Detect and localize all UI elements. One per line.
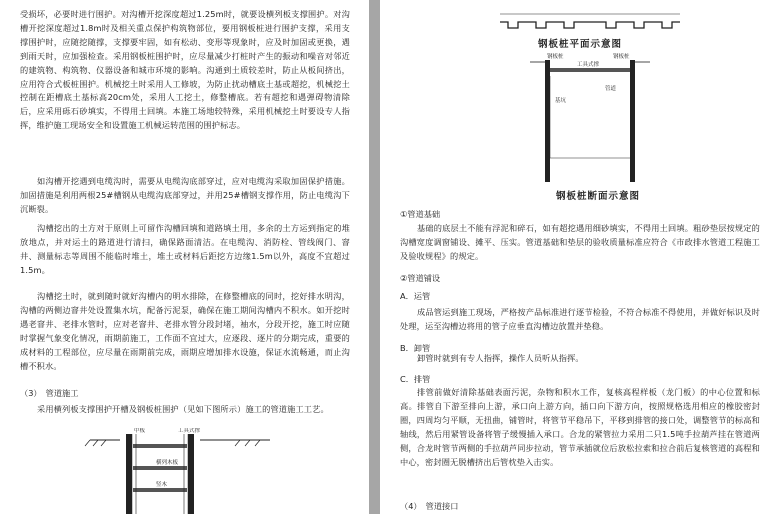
paragraph-soil-disposal: 沟槽挖出的土方对于原则上可留作沟槽回填和道路填土用，多余的土方运到指定的堆放地点，并对运土的路道进行清扫，确保路面清洁。在电缆沟、消防栓、管线阀门、窨井、测量标志等周围不能临时堆土，堆土或材料后距挖方边缘1.5m以外，高度不宜超过1.5m。: [20, 223, 350, 275]
caption-sheet-pile-section: 钢板桩断面示意图: [556, 191, 641, 202]
paragraph-pipe-construction: 采用横列板支撑围护开槽及钢板桩围护（见如下图所示）施工的管道施工工艺。: [37, 404, 329, 414]
paragraph-pipe-arrangement: 排管前做好清除基础表面污泥，杂物和积水工作，复核高程样板（龙门板）的中心位置和标高。排管自下游至排向上游，承口向上游方向，插口向下游方向，按照规格选用相应的橡胶密封圈，四周均匀平顺，无扭曲，铺管时，将管节平稳吊下，平移到排管的接口处，调整管节的标高和轴线，然后用紧管设备将管子缓慢插入承口。合龙的紧管拉力采用二只1.5吨手拉葫芦挂在管道两侧，合龙时管节两侧的手拉葫芦同步拉动，管节承插就位后放松拉索和拉合前后复核管道的高程和中心，密封圈无脱槽挤出后管枕垫入击实。: [400, 387, 760, 467]
caption-sheet-pile-plan: 钢板桩平面示意图: [538, 39, 623, 50]
paragraph-cable-trench: 如沟槽开挖遇到电缆沟时，需要从电缆沟底部穿过，应对电缆沟采取加固保护措施。加固措施是利用两根25#槽钢从电缆沟底部穿过，并用25#槽钢支撑作用，防止电缆沟下沉断裂。: [20, 176, 350, 214]
label-vertical-timber: 竖木: [156, 482, 168, 488]
figure-sheet-pile-plan: [490, 4, 690, 34]
label-middle-board: 中板: [134, 428, 146, 434]
label-tool-brace-right: 工具式撑: [577, 62, 600, 68]
figure-sheet-pile-section: [525, 52, 655, 184]
heading-pipe-arrangement: C．排管: [400, 374, 431, 384]
label-foundation-pit: 基坑: [555, 98, 567, 104]
paragraph-unloading: 卸管时就到有专人指挥，操作人员听从指挥。: [417, 353, 584, 363]
paragraph-pipe-foundation: 基础的底层土不能有浮泥和碎石，如有超挖遇用细砂填实，不得用土回填。粗砂垫层按规定的沟槽宽度调窗铺设、摊平、压实。管道基础和垫层的验收质量标准应符合《市政排水管道工程施工及验收规程》的规定。: [400, 223, 760, 261]
document-page-right: [380, 0, 780, 514]
label-tool-brace: 工具式撑: [178, 428, 201, 434]
section-heading-pipe-joint: （4） 管道接口: [400, 501, 459, 511]
figure-trench-support: [70, 428, 300, 514]
label-sheet-pile-left: 钢板桩: [547, 54, 564, 60]
label-sheet-pile-right: 钢板桩: [613, 54, 630, 60]
section-heading-pipe-construction: （3） 管道施工: [20, 388, 79, 398]
label-pipe: 管道: [605, 86, 617, 92]
paragraph-excavation-support: 受损坏，必要时进行围护。对沟槽开挖深度超过1.25m时，就要设横列板支撑围护。对沟槽开挖深度超过1.8m时及相关重点保护构筑物部位，要用钢板桩进行围护支撑，采用支撑围护时，应随挖随撑，支撑要牢固，如有松动、变形等现象时，应及时加固或更换，遇到雨天时，应加强检查。采用钢板桩围护时，应尽量减少打桩时产生的振动和噪音对邻近的建筑物、构筑物、仪器设备和城市环境的影响。沟通到土质较差时，防止从板间挤出，应用符合式板桩围护。机械挖土时采用人工修坡，为防止扰动槽底土基或超挖，机械挖土控制在距槽底土基标高20cm处，采用人工挖土，修整槽底。若有超挖和遇弹碍物清除后，应采用砾石砂填实，不得用土回填。本施工场地较特殊，采用机械挖土时要设专人指挥，维护施工现场安全和设置施工机械运转范围的围护标志。: [20, 9, 350, 131]
document-page-left: [0, 0, 369, 514]
heading-pipe-foundation: ①管道基础: [400, 209, 441, 219]
heading-transport: A．运管: [400, 291, 431, 301]
heading-pipe-laying: ②管道铺设: [400, 273, 441, 283]
paragraph-drainage: 沟槽挖土时，就到随时就好沟槽内的明水排除，在修整槽底的同时，挖好排水明沟，沟槽的两侧边窨井处设置集水坑，配备污泥泵，确保在施工期间沟槽内不积水。如开挖时遇老窨井、老排水管时，应对老窨井、老排水管分段封堵，袖水，分段开挖，施工时应随时掌握气象变化情况，雨期前施工，工作面不宜过大，应逐段、逐片的分期完成，重要的成材料的工程部位，应尽量在雨期前完成，雨期应增加排水设施，保证水流畅通，而止沟槽不积水。: [20, 291, 350, 371]
label-horizontal-board: 横列木板: [156, 460, 179, 466]
paragraph-transport: 成品管运到施工现场，严格按产品标准进行逐节检验，不符合标准不得使用，并做好标识及时处理，运至沟槽边将用的管子应垂直沟槽边放置并垫稳。: [400, 307, 760, 331]
heading-unloading: B．卸管: [400, 343, 431, 353]
